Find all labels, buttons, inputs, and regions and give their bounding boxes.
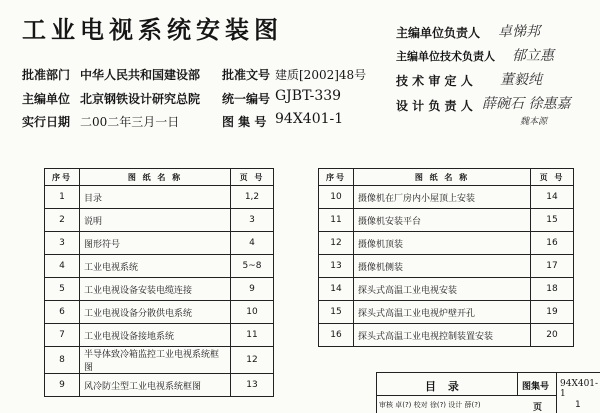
col-no: 序号 [319, 169, 354, 186]
row-no: 1 [45, 186, 80, 209]
row-name: 半导体致冷箱监控工业电视系统框图 [80, 347, 231, 374]
row-page: 14 [531, 186, 574, 209]
label-tech-chief: 主编单位技术负责人 [396, 50, 495, 63]
col-no: 序号 [45, 169, 80, 186]
row-name: 说明 [80, 209, 231, 232]
row-page: 13 [231, 374, 274, 397]
title-block-atlas-label: 图集号 [522, 382, 550, 392]
signature-tech-chief: 郁立惠 [512, 48, 554, 64]
row-page: 11 [231, 324, 274, 347]
index-table-left [44, 168, 274, 397]
label-atlas-no: 图 集 号 [222, 115, 267, 129]
row-no: 8 [45, 347, 80, 374]
table-row [45, 301, 274, 324]
signature-chief: 卓悌邦 [498, 24, 540, 40]
row-name: 摄像机顶装 [354, 232, 531, 255]
value-atlas-no: 94X401-1 [275, 111, 344, 127]
signature-reviewer: 董毅纯 [500, 72, 542, 88]
label-editor: 主编单位 [22, 92, 71, 106]
row-no: 10 [319, 186, 354, 209]
label-reviewer: 技 术 审 定 人 [396, 74, 473, 88]
table-row [319, 301, 574, 324]
row-page: 10 [231, 301, 274, 324]
table-row [319, 278, 574, 301]
row-page: 12 [231, 347, 274, 374]
row-no: 16 [319, 324, 354, 347]
table-row [319, 232, 574, 255]
row-page: 19 [531, 301, 574, 324]
row-name: 摄像机在厂房内小屋顶上安装 [354, 186, 531, 209]
table-row [45, 209, 274, 232]
value-effective-date: 二00二年三月一日 [80, 115, 180, 129]
row-page: 3 [231, 209, 274, 232]
row-name: 工业电视设备安装电缆连接 [80, 278, 231, 301]
row-page: 4 [231, 232, 274, 255]
row-name: 图形符号 [80, 232, 231, 255]
row-name: 探头式高温工业电视安装 [354, 278, 531, 301]
row-name: 工业电视设备分散供电系统 [80, 301, 231, 324]
row-no: 3 [45, 232, 80, 255]
title-block-name: 目 录 [425, 380, 463, 393]
row-no: 13 [319, 255, 354, 278]
value-unified-no: GJBT-339 [275, 88, 342, 104]
table-row [319, 255, 574, 278]
row-page: 16 [531, 232, 574, 255]
table-row [319, 324, 574, 347]
row-page: 17 [531, 255, 574, 278]
row-page: 9 [231, 278, 274, 301]
label-approval-dept: 批准部门 [22, 68, 71, 82]
signature-designer: 薛碗石 徐惠嘉 [482, 96, 571, 112]
title-block-signoffs: 审核 卓(?) 校对 徐(?) 设计 薛(?) [379, 401, 481, 409]
table-row [45, 278, 274, 301]
table-row [45, 232, 274, 255]
row-no: 4 [45, 255, 80, 278]
title-block-atlas-no: 94X401-1 [560, 379, 599, 399]
title-block-page-label: 页 [533, 403, 543, 413]
row-page: 15 [531, 209, 574, 232]
label-designer: 设 计 负 责 人 [396, 99, 473, 113]
label-effective-date: 实行日期 [22, 115, 71, 129]
row-no: 12 [319, 232, 354, 255]
col-name: 图 纸 名 称 [80, 169, 231, 186]
row-no: 5 [45, 278, 80, 301]
table-row [45, 255, 274, 278]
signature-extra: 魏本源 [520, 117, 548, 127]
row-no: 2 [45, 209, 80, 232]
value-approval-no: 建质[2002]48号 [275, 68, 367, 82]
row-page: 1,2 [231, 186, 274, 209]
row-name: 风冷防尘型工业电视系统框图 [80, 374, 231, 397]
row-page: 20 [531, 324, 574, 347]
row-name: 目录 [80, 186, 231, 209]
table-row [319, 209, 574, 232]
index-table-right [318, 168, 574, 347]
row-no: 9 [45, 374, 80, 397]
row-name: 探头式高温工业电视控制装置安装 [354, 324, 531, 347]
row-page: 5~8 [231, 255, 274, 278]
label-unified-no: 统一编号 [222, 92, 271, 106]
table-row [45, 347, 274, 374]
label-chief: 主编单位负责人 [396, 26, 481, 40]
row-no: 15 [319, 301, 354, 324]
col-page: 页 号 [531, 169, 574, 186]
value-approval-dept: 中华人民共和国建设部 [80, 68, 201, 82]
title-block-page-no: 1 [575, 400, 581, 410]
col-page: 页 号 [231, 169, 274, 186]
table-row [45, 186, 274, 209]
row-no: 7 [45, 324, 80, 347]
title-block [376, 372, 600, 413]
row-no: 11 [319, 209, 354, 232]
page-title: 工业电视系统安装图 [22, 16, 283, 44]
row-name: 工业电视设备接地系统 [80, 324, 231, 347]
row-no: 14 [319, 278, 354, 301]
row-page: 18 [531, 278, 574, 301]
row-name: 摄像机侧装 [354, 255, 531, 278]
table-row [319, 186, 574, 209]
label-approval-no: 批准文号 [222, 68, 271, 82]
row-name: 工业电视系统 [80, 255, 231, 278]
col-name: 图 纸 名 称 [354, 169, 531, 186]
value-editor: 北京钢铁设计研究总院 [80, 92, 201, 106]
row-name: 摄像机安装平台 [354, 209, 531, 232]
table-row [45, 324, 274, 347]
row-name: 探头式高温工业电视炉壁开孔 [354, 301, 531, 324]
row-no: 6 [45, 301, 80, 324]
table-row [45, 374, 274, 397]
